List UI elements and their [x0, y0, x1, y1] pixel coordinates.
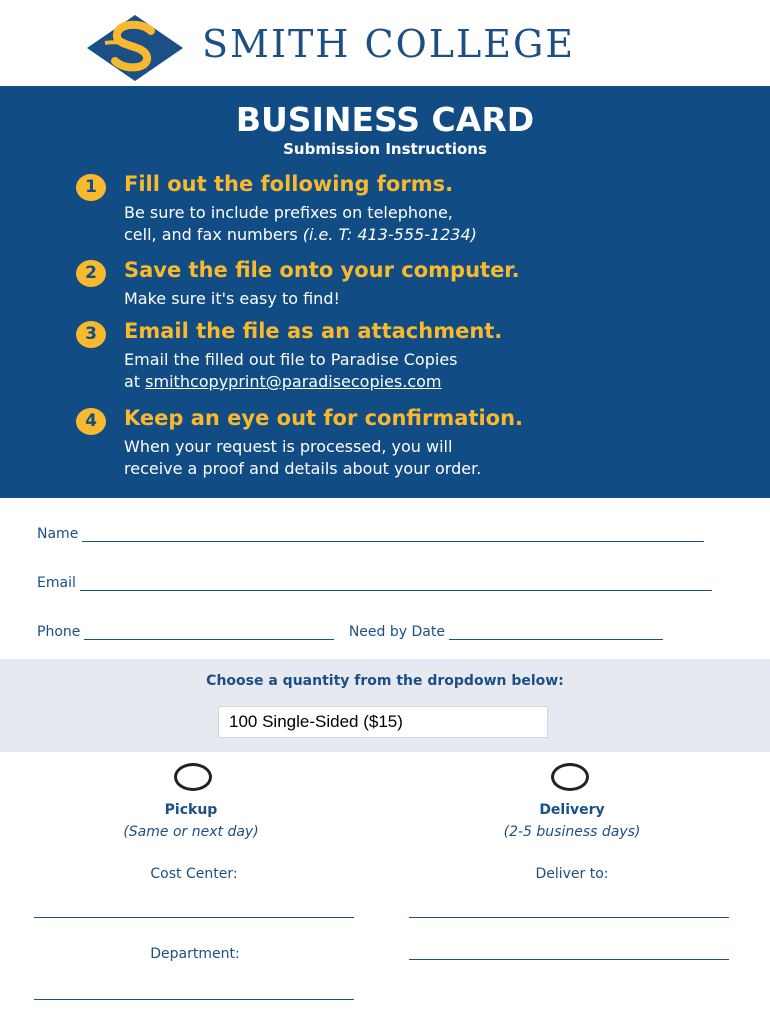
smith-college-logo	[85, 13, 185, 83]
phone-row	[37, 624, 731, 640]
need-by-date-label: Need by Date	[348, 624, 445, 640]
email-row	[37, 575, 731, 591]
delivery-radio[interactable]	[551, 763, 589, 791]
pickup-label: Pickup	[164, 802, 218, 818]
step-description: Email the filled out file to Paradise Copies at smithcopyprint@paradisecopies.com	[124, 350, 458, 391]
page-title: BUSINESS CARD	[235, 100, 535, 139]
deliver-to-field[interactable]	[409, 917, 729, 918]
quantity-label: Choose a quantity from the dropdown below:	[206, 673, 564, 689]
step-number-badge: 4	[76, 408, 106, 435]
step-heading: Fill out the following forms.	[124, 172, 454, 196]
need-by-date-field[interactable]	[449, 627, 663, 640]
pickup-radio[interactable]	[174, 763, 212, 791]
step-heading: Email the file as an attachment.	[124, 319, 503, 343]
pickup-note: (Same or next day)	[123, 824, 259, 840]
step-number-badge: 2	[76, 260, 106, 287]
delivery-note: (2-5 business days)	[503, 824, 641, 840]
deliver-to-field-2[interactable]	[409, 959, 729, 960]
quantity-section	[0, 659, 770, 752]
cost-center-field[interactable]	[34, 917, 354, 918]
page-subtitle: Submission Instructions	[283, 140, 487, 158]
step-heading: Save the file onto your computer.	[124, 258, 520, 282]
college-name: SMITH COLLEGE	[202, 22, 576, 66]
step-description: When your request is processed, you will receive a proof and details about your order.	[124, 437, 482, 478]
name-row	[37, 526, 731, 542]
instructions-panel	[0, 86, 770, 498]
email-link[interactable]: smithcopyprint@paradisecopies.com	[145, 372, 442, 391]
step-description: Be sure to include prefixes on telephone, cell, and fax numbers (i.e. T: 413-555-1234)	[124, 203, 477, 244]
phone-label: Phone	[37, 624, 81, 640]
cost-center-label: Cost Center:	[150, 866, 238, 882]
phone-field[interactable]	[84, 627, 334, 640]
step-description: Make sure it's easy to find!	[124, 289, 340, 308]
email-label: Email	[37, 575, 76, 591]
name-field[interactable]	[82, 529, 704, 542]
step-number-badge: 3	[76, 321, 106, 348]
name-label: Name	[37, 526, 79, 542]
quantity-dropdown[interactable]: 100 Single-Sided ($15)	[218, 706, 548, 738]
deliver-to-label: Deliver to:	[535, 866, 609, 882]
header	[0, 0, 770, 86]
step-number-badge: 1	[76, 174, 106, 201]
step-heading: Keep an eye out for confirmation.	[124, 406, 523, 430]
email-field[interactable]	[80, 578, 712, 591]
delivery-label: Delivery	[539, 802, 605, 818]
department-field[interactable]	[34, 999, 354, 1000]
department-label: Department:	[150, 946, 240, 962]
